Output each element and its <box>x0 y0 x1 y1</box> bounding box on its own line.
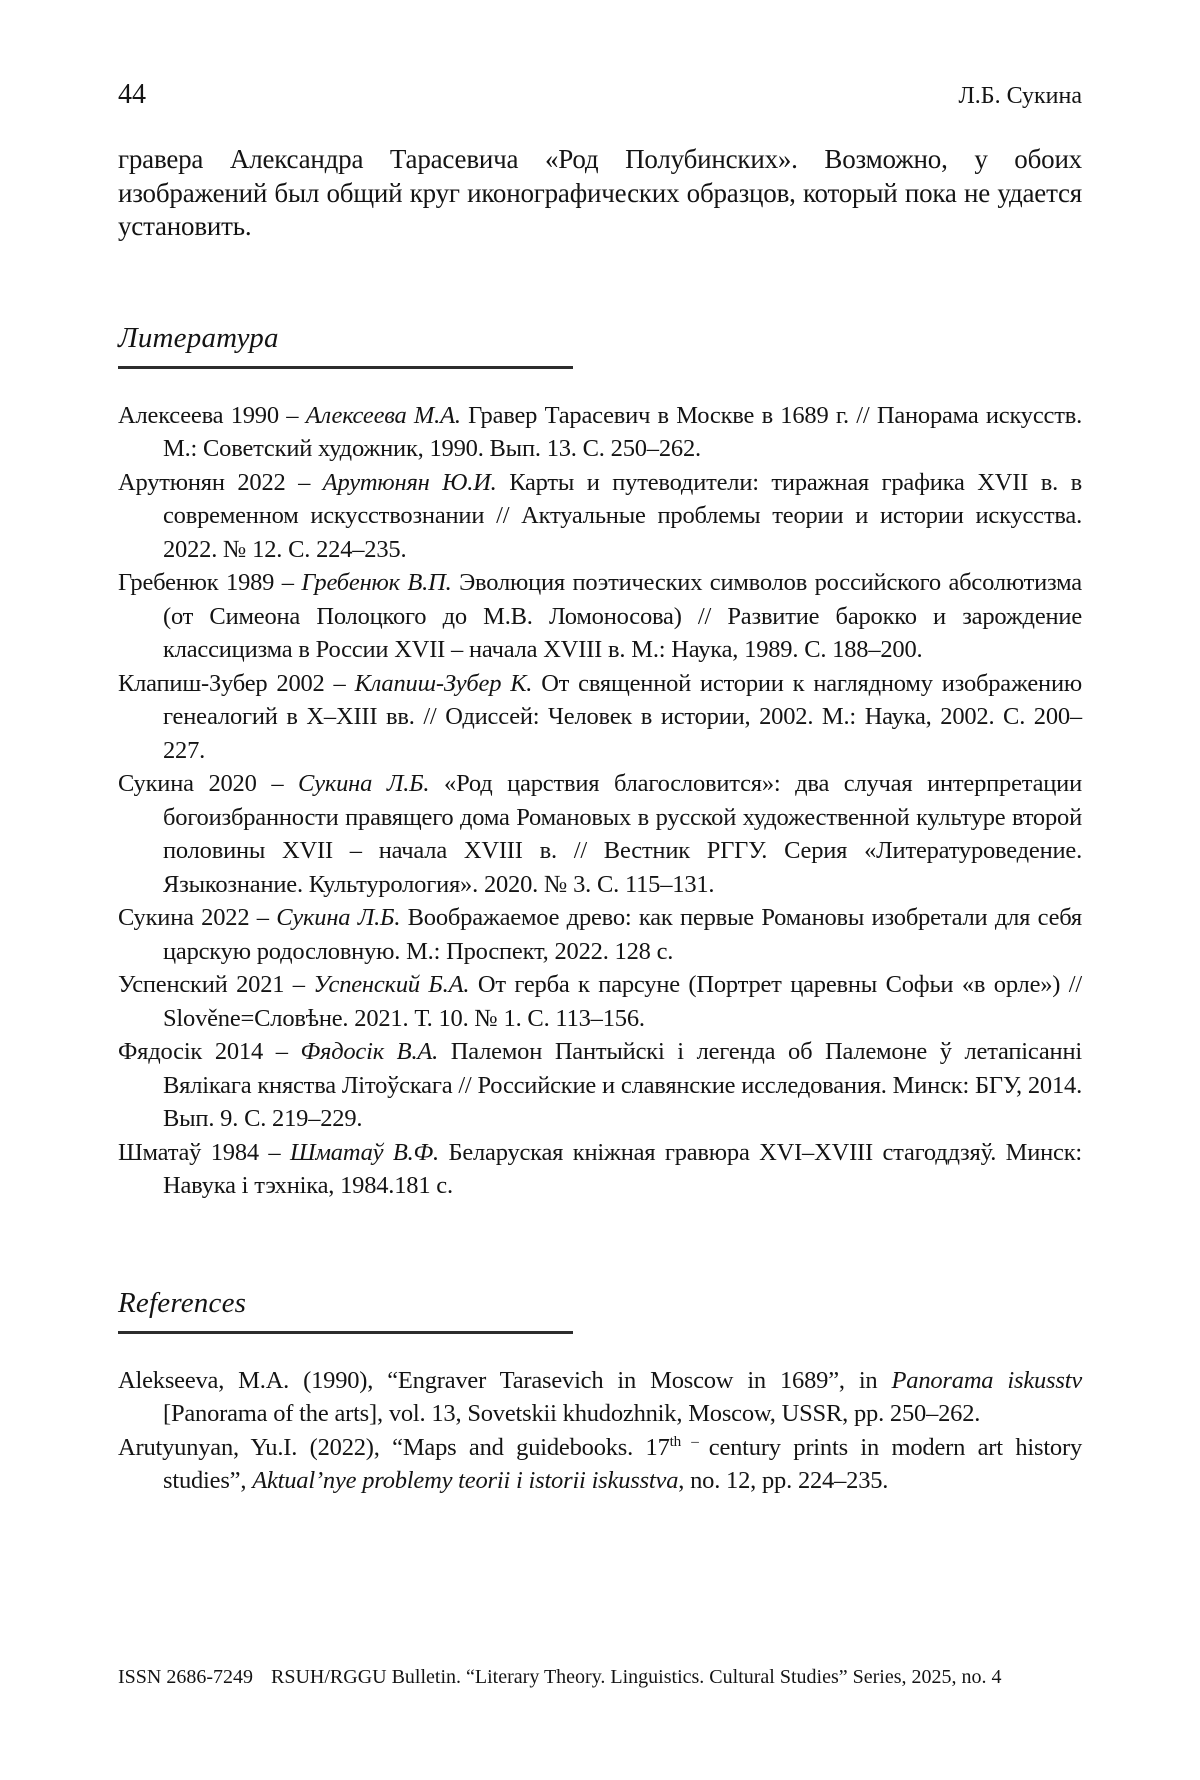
bib-entry: Фядосік 2014 – Фядосік В.А. Палемон Пантыйскі і легенда об Палемоне ў летапісанні Вялікага княства Літоўскага // Российские и славянские исследования. Минск: БГУ, 2014. Вып. 9. С. 219–229. <box>118 1038 1082 1132</box>
bib-entry: Сукина 2022 – Сукина Л.Б. Воображаемое древо: как первые Романовы изобретали для себя царскую родословную. М.: Проспект, 2022. 128 с. <box>118 904 1082 965</box>
footer-issn: ISSN 2686-7249 <box>118 1666 254 1688</box>
literature-section <box>118 320 1082 1203</box>
bib-entry: Arutyunyan, Yu.I. (2022), “Maps and guidebooks. $17^{th -}$ century prints in modern art history studies”, Aktual’nye problemy teorii i istorii iskusstva, no. 12, pp. 224–235. <box>118 1432 1082 1494</box>
references-list <box>118 1364 1082 1498</box>
literature-list <box>118 399 1082 1203</box>
bib-entry: Сукина 2020 – Сукина Л.Б. «Род царствия благословится»: два случая интерпретации богоизбранности правящего дома Романовых в русской художественной культуре второй половины XVII – начала XVIII в. // Вестник РГГУ. Серия «Литературоведение. Языкознание. Культурология». 2020. № 3. С. 115–131. <box>118 770 1082 898</box>
bib-entry: Арутюнян 2022 – Арутюнян Ю.И. Карты и путеводители: тиражная графика XVII в. в современном искусствознании // Актуальные проблемы теории и истории искусства. 2022. № 12. С. 224–235. <box>118 468 1082 563</box>
bib-entry: Alekseeva, M.A. (1990), “Engraver Tarasevich in Moscow in 1689”, in Panorama iskusstv [Panorama of the arts], vol. 13, Sovetskii khudozhnik, Moscow, USSR, pp. 250–262. <box>118 1366 1083 1427</box>
bib-entry: Успенский 2021 – Успенский Б.А. От герба к парсуне (Портрет царевны Софьи «в орле») // Slověne=Словѣне. 2021. Т. 10. № 1. С. 113–156. <box>118 971 1082 1032</box>
running-head: Л.Б. Сукина <box>958 83 1082 109</box>
references-heading: References <box>118 1286 247 1319</box>
page-header <box>118 78 1082 113</box>
page-number: 44 <box>118 79 146 110</box>
page-footer <box>118 1664 1082 1690</box>
footer-series: RSUH/RGGU Bulletin. “Literary Theory. Linguistics. Cultural Studies” Series, 2025, no. 4 <box>271 1666 1002 1688</box>
bib-entry: Шматаў 1984 – Шматаў В.Ф. Беларуская кніжная гравюра XVI–XVIII стагоддзяў. Минск: Навука і тэхніка, 1984.181 с. <box>118 1138 1083 1199</box>
references-section <box>118 1285 1082 1498</box>
body-paragraph: гравера Александра Тарасевича «Род Полубинских». Возможно, у обоих изображений был общий круг иконографических образцов, который пока не удается установить. <box>118 144 1082 241</box>
bib-entry: Гребенюк 1989 – Гребенюк В.П. Эволюция поэтических символов российского абсолютизма (от Симеона Полоцкого до М.В. Ломоносова) // Развитие барокко и зарождение классицизма в России XVII – начала XVIII в. М.: Наука, 1989. С. 188–200. <box>118 569 1082 663</box>
literature-heading: Литература <box>118 321 279 354</box>
heading-rule <box>118 366 573 369</box>
bib-entry: Клапиш-Зубер 2002 – Клапиш-Зубер К. От священной истории к наглядному изображению генеалогий в X–XIII вв. // Одиссей: Человек в истории, 2002. М.: Наука, 2002. С. 200–227. <box>118 669 1082 764</box>
heading-rule <box>118 1331 573 1334</box>
bib-entry: Алексеева 1990 – Алексеева М.А. Гравер Тарасевич в Москве в 1689 г. // Панорама искусств. М.: Советский художник, 1990. Вып. 13. С. 250–262. <box>118 401 1082 462</box>
